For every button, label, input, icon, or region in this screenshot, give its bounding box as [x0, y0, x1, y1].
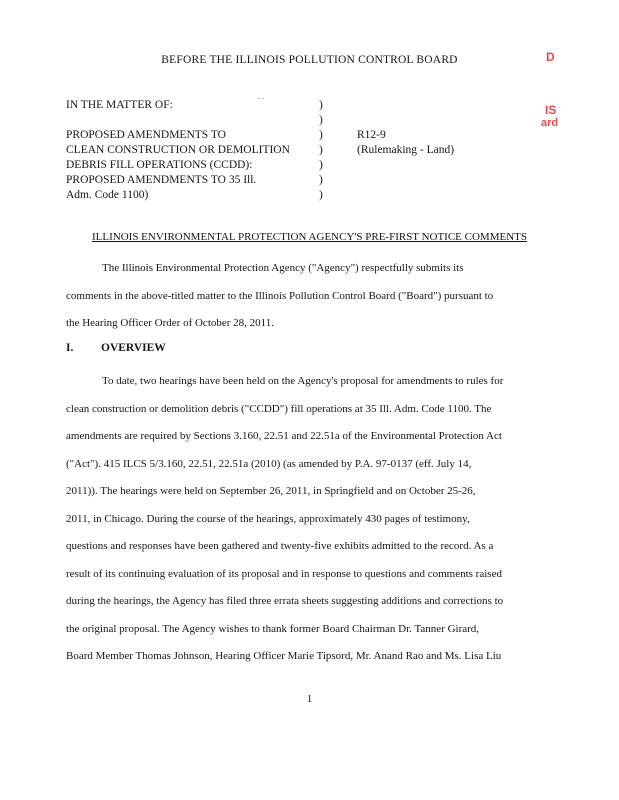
docket-number: R12-9 [357, 129, 386, 141]
caption-paren: ) [319, 114, 323, 126]
caption-line: CLEAN CONSTRUCTION OR DEMOLITION [66, 144, 290, 156]
received-stamp-fragment-mid: IS [545, 103, 557, 117]
caption-line: IN THE MATTER OF: [66, 99, 173, 111]
document-title: BEFORE THE ILLINOIS POLLUTION CONTROL BOARD [161, 54, 458, 66]
caption-line: DEBRIS FILL OPERATIONS (CCDD): [66, 159, 253, 171]
caption-line: Adm. Code 1100) [66, 189, 149, 201]
paragraph-line: amendments are required by Sections 3.160, 22.51 and 22.51a of the Environmental Protection Act [66, 430, 502, 442]
paragraph-line: clean construction or demolition debris ("CCDD") fill operations at 35 Ill. Adm. Code 1100. The [66, 402, 492, 415]
caption-line: PROPOSED AMENDMENTS TO 35 Ill. [66, 174, 257, 186]
page-number: 1 [306, 693, 313, 705]
caption-parentheses [319, 98, 323, 203]
caption-paren: ) [319, 159, 323, 171]
paragraph-line: the Hearing Officer Order of October 28, 2011. [66, 317, 275, 329]
caption-line: PROPOSED AMENDMENTS TO [66, 129, 226, 141]
caption-line [66, 113, 290, 128]
caption-paren: ) [319, 174, 323, 186]
caption-paren: ) [319, 99, 323, 111]
caption-paren: ) [319, 144, 323, 156]
paragraph-line: To date, two hearings have been held on the Agency's proposal for amendments to rules for [102, 375, 504, 387]
paragraph-line: comments in the above-titled matter to the Illinois Pollution Control Board ("Board") pursuant to [66, 289, 494, 302]
overview-paragraph [66, 368, 546, 671]
intro-paragraph [66, 255, 546, 338]
received-stamp-fragment-bottom: ard [541, 117, 559, 129]
section-heading [66, 342, 166, 354]
paragraph-line: result of its continuing evaluation of its proposal and in response to questions and comments raised [66, 567, 502, 580]
case-caption-left [66, 98, 290, 203]
caption-paren: ) [319, 129, 323, 141]
paragraph-line: Board Member Thomas Johnson, Hearing Officer Marie Tipsord, Mr. Anand Rao and Ms. Lisa Liu [66, 650, 502, 662]
paragraph-line: questions and responses have been gathered and twenty-five exhibits admitted to the record. As a [66, 540, 494, 552]
comments-heading: ILLINOIS ENVIRONMENTAL PROTECTION AGENCY'S PRE-FIRST NOTICE COMMENTS [92, 231, 527, 243]
paragraph-line: 2011, in Chicago. During the course of the hearings, approximately 430 pages of testimony, [66, 512, 470, 525]
paragraph-line: ("Act"). 415 ILCS 5/3.160, 22.51, 22.51a (2010) (as amended by P.A. 97-0137 (eff. July 14, [66, 457, 472, 470]
case-caption-right [357, 128, 454, 158]
paragraph-line: during the hearings, the Agency has filed three errata sheets suggesting additions and corrections to [66, 595, 504, 607]
docket-type: (Rulemaking - Land) [357, 144, 455, 156]
section-number: I. [66, 342, 74, 354]
paragraph-line: The Illinois Environmental Protection Agency ("Agency") respectfully submits its [102, 262, 464, 274]
received-stamp-fragment-top: D [546, 50, 555, 64]
paragraph-line: 2011)). The hearings were held on September 26, 2011, in Springfield and on October 25-26, [66, 485, 476, 497]
scan-specks: . . [258, 92, 264, 101]
paragraph-line: the original proposal. The Agency wishes to thank former Board Chairman Dr. Tanner Girard, [66, 622, 480, 635]
section-title: OVERVIEW [101, 342, 166, 354]
caption-paren: ) [319, 189, 323, 201]
